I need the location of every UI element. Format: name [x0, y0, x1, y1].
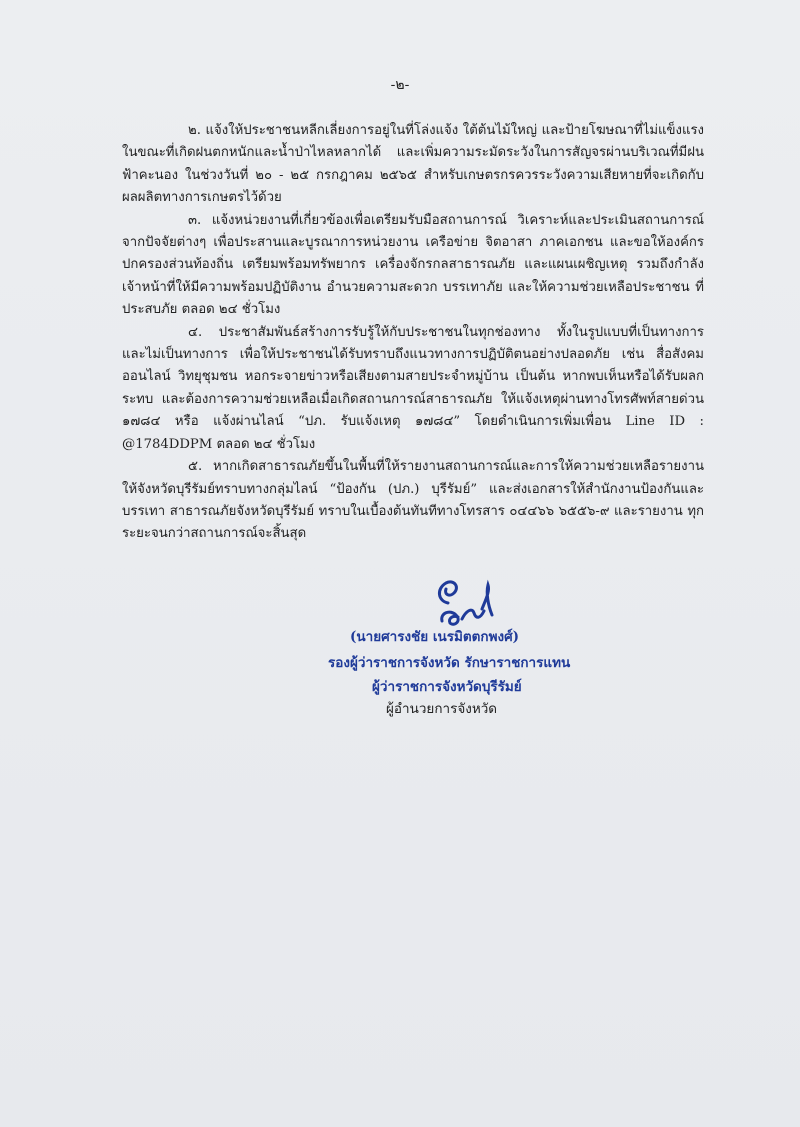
- paragraph-4: ๔. ประชาสัมพันธ์สร้างการรับรู้ให้กับประชาชนในทุกช่องทาง ทั้งในรูปแบบที่เป็นทางการ และไม่เป็นทางการ เพื่อให้ประชาชนได้รับทราบถึงแนวทางการปฏิบัติตนอย่างปลอดภัย เช่น สื่อสังคมออนไลน์ วิทยุชุมชน หอกระจายข่าวหรือเสียงตามสายประจำหมู่บ้าน เป็นต้น หากพบเห็นหรือได้รับผลกระทบ และต้องการความช่วยเหลือเมื่อเกิดสถานการณ์สาธารณภัย ให้แจ้งเหตุผ่านทางโทรศัพท์สายด่วน ๑๗๘๔ หรือ แจ้งผ่านไลน์ “ปภ. รับแจ้งเหตุ ๑๗๘๔” โดยดำเนินการเพิ่มเพื่อน Line ID : @1784DDPM ตลอด ๒๔ ชั่วโมง: [122, 324, 704, 452]
- signatory-director-title: ผู้อำนวยการจังหวัด: [386, 701, 498, 717]
- paragraph-3: ๓. แจ้งหน่วยงานที่เกี่ยวข้องเพื่อเตรียมรับมือสถานการณ์ วิเคราะห์และประเมินสถานการณ์ จากปัจจัยต่างๆ เพื่อประสานและบูรณาการหน่วยงาน เครือข่าย จิตอาสา ภาคเอกชน และขอให้องค์กร ปกครองส่วนท้องถิ่น เตรียมพร้อมทรัพยากร เครื่องจักรกลสาธารณภัย และแผนเผชิญเหตุ รวมถึงกำลัง เจ้าหน้าที่ให้มีความพร้อมปฏิบัติงาน อำนวยความสะดวก บรรเทาภัย และให้ความช่วยเหลือประชาชน ที่ประสบภัย ตลอด ๒๔ ชั่วโมง: [122, 212, 704, 318]
- signatory-governor-title: ผู้ว่าราชการจังหวัดบุรีรัมย์: [372, 679, 522, 695]
- signatory-deputy-title: รองผู้ว่าราชการจังหวัด รักษาราชการแทน: [328, 655, 571, 671]
- paragraph-2: ๒. แจ้งให้ประชาชนหลีกเลี่ยงการอยู่ในที่โล่งแจ้ง ใต้ต้นไม้ใหญ่ และป้ายโฆษณาที่ไม่แข็งแรง ในขณะที่เกิดฝนตกหนักและน้ำป่าไหลหลากได้ และเพิ่มความระมัดระวังในการสัญจรผ่านบริเวณที่มีฝนฟ้าคะนอง ในช่วงวันที่ ๒๐ - ๒๕ กรกฎาคม ๒๕๖๕ สำหรับเกษตรกรควรระวังความเสียหายที่จะเกิดกับผลผลิตทางการเกษตรไว้ด้วย: [122, 123, 704, 206]
- document-body: [122, 120, 704, 546]
- paragraph-5: ๕. หากเกิดสาธารณภัยขึ้นในพื้นที่ให้รายงานสถานการณ์และการให้ความช่วยเหลือรายงาน ให้จังหวัดบุรีรัมย์ทราบทางกลุ่มไลน์ “ป้องกัน (ปภ.) บุรีรัมย์” และส่งเอกสารให้สำนักงานป้องกันและบรรเทา สาธารณภัยจังหวัดบุรีรัมย์ ทราบในเบื้องต้นทันทีทางโทรสาร ๐๔๔๖๖ ๖๕๕๖-๙ และรายงาน ทุกระยะจนกว่าสถานการณ์จะสิ้นสุด: [122, 459, 704, 542]
- signatory-name: (นายศารงชัย เนรมิตตกพงศ์): [350, 629, 520, 645]
- page-number: -๒-: [390, 77, 410, 93]
